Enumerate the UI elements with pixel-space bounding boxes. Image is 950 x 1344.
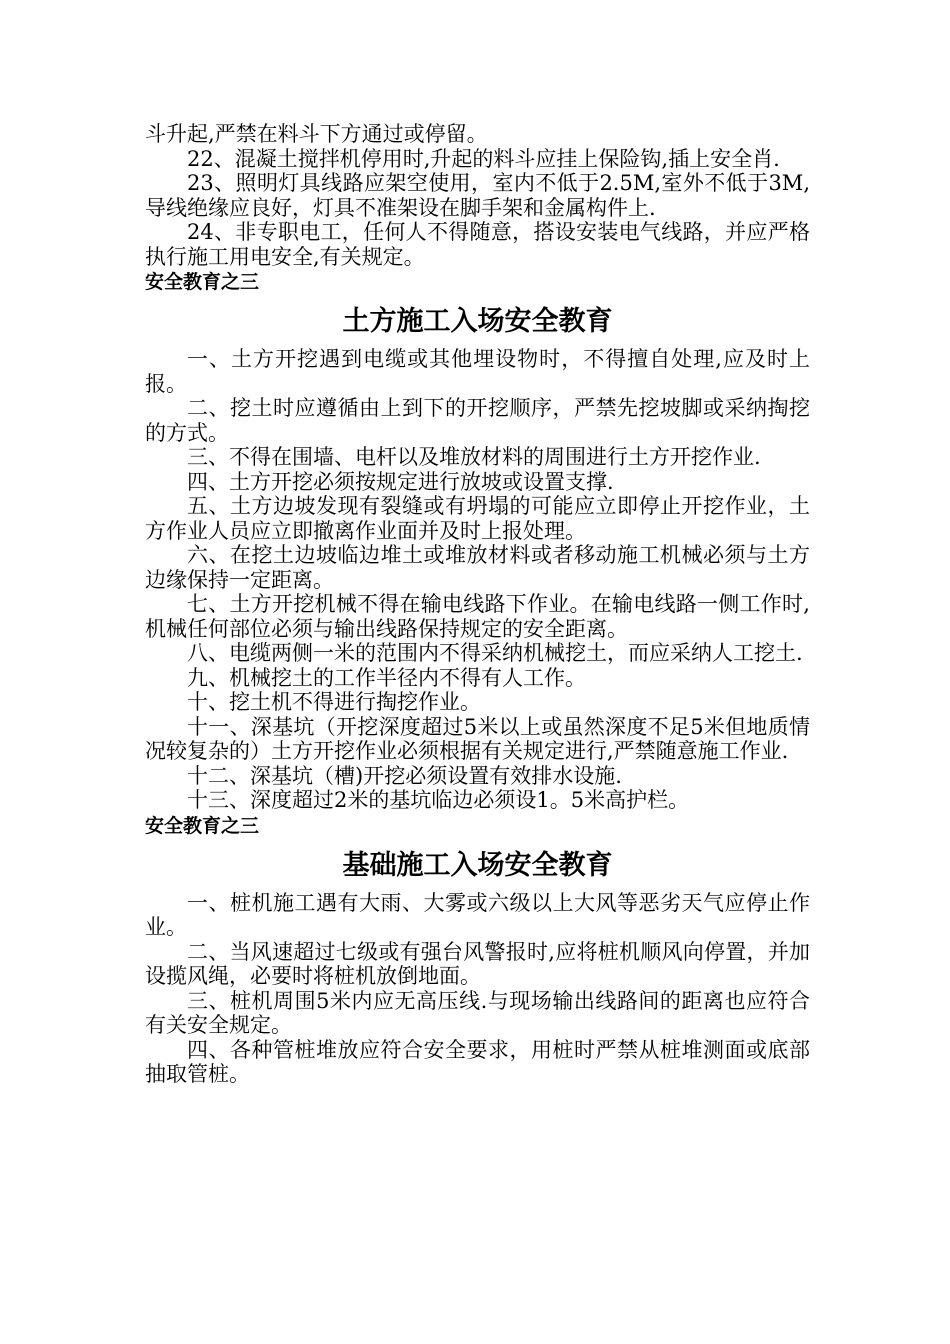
- paragraph-continuation: 斗升起,严禁在料斗下方通过或停留。: [145, 122, 488, 146]
- paragraph-item-22: 22、混凝土搅拌机停用时,升起的料斗应挂上保险钩,插上安全肖.: [187, 146, 780, 171]
- foundation-item-2: 二、当风速超过七级或有强台风警报时,应将桩机顺风向停置，并加设揽风绳，必要时将桩机放倒地面。: [145, 939, 810, 988]
- section-title-foundation: 基础施工入场安全教育: [342, 849, 613, 881]
- earthwork-item-9: 九、机械挖土的工作半径内不得有人工作。: [187, 665, 586, 690]
- earthwork-item-12: 十二、深基坑（槽)开挖必须设置有效排水设施.: [187, 763, 622, 788]
- foundation-item-3: 三、桩机周围5米内应无高压线.与现场输出线路间的距离也应符合有关安全规定。: [145, 988, 810, 1037]
- paragraph-item-24: 24、非专职电工，任何人不得随意，搭设安装电气线路，并应严格执行施工用电安全,有关规定。: [145, 220, 810, 269]
- earthwork-item-2: 二、挖土时应遵循由上到下的开挖顺序，严禁先挖坡脚或采纳掏挖的方式。: [145, 396, 810, 445]
- foundation-item-4: 四、各种管桩堆放应符合安全要求，用桩时严禁从桩堆测面或底部抽取管桩。: [145, 1037, 810, 1086]
- document-body: [145, 122, 810, 1087]
- earthwork-item-5: 五、土方边坡发现有裂缝或有坍塌的可能应立即停止开挖作业，土方作业人员应立即撤离作业面并及时上报处理。: [145, 494, 810, 543]
- section-label-earthwork: 安全教育之三: [145, 271, 260, 293]
- paragraph-item-23: 23、照明灯具线路应架空使用，室内不低于2.5M,室外不低于3M,导线绝缘应良好，灯具不准架设在脚手架和金属构件上.: [145, 171, 810, 220]
- earthwork-item-3: 三、不得在围墙、电杆以及堆放材料的周围进行土方开挖作业.: [187, 445, 761, 469]
- earthwork-item-8: 八、电缆两侧一米的范围内不得采纳机械挖土，而应采纳人工挖土.: [187, 641, 803, 665]
- earthwork-item-7: 七、土方开挖机械不得在输电线路下作业。在输电线路一侧工作时,机械任何部位必须与输出线路保持规定的安全距离。: [145, 592, 810, 641]
- section-label-foundation: 安全教育之三: [145, 814, 260, 837]
- earthwork-item-11: 十一、深基坑（开挖深度超过5米以上或虽然深度不足5米但地质情况较复杂的）土方开挖作业必须根据有关规定进行,严禁随意施工作业.: [145, 714, 810, 763]
- earthwork-item-4: 四、土方开挖必须按规定进行放坡或设置支撑.: [187, 469, 614, 494]
- earthwork-item-1: 一、土方开挖遇到电缆或其他埋设物时，不得擅自处理,应及时上报。: [145, 347, 810, 396]
- foundation-item-1: 一、桩机施工遇有大雨、大雾或六级以上大风等恶劣天气应停止作业。: [145, 890, 810, 939]
- earthwork-item-10: 十、挖土机不得进行掏挖作业。: [187, 690, 481, 714]
- section-title-earthwork: 土方施工入场安全教育: [342, 306, 613, 337]
- earthwork-item-13: 十三、深度超过2米的基坑临边必须设1。5米高护栏。: [187, 788, 690, 812]
- earthwork-item-6: 六、在挖土边坡临边堆土或堆放材料或者移动施工机械必须与土方边缘保持一定距离。: [145, 543, 810, 592]
